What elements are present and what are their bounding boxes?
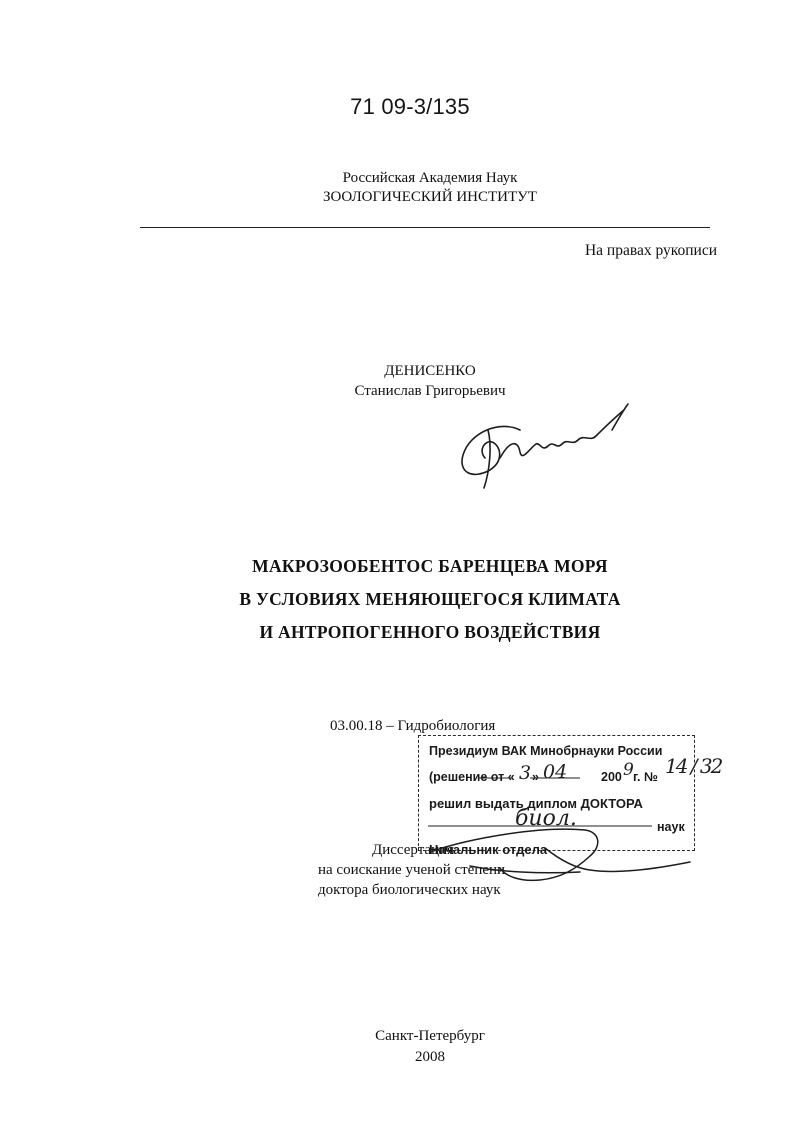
institution-line-1: Российская Академия Наук [342,170,518,186]
city: Санкт-Петербург [375,1028,485,1044]
stamp-year: 9 [623,760,634,780]
vak-stamp [418,735,722,857]
stamp-decision-number: 14 / 32 [665,754,722,778]
stamp-line-3: решил выдать диплом ДОКТОРА [429,796,643,811]
title-line-1: МАКРОЗООБЕНТОС БАРЕНЦЕВА МОРЯ [252,556,608,576]
year: 2008 [415,1049,445,1065]
title-line-2: В УСЛОВИЯХ МЕНЯЮЩЕГОСЯ КЛИМАТА [239,589,621,609]
institution-line-2: ЗООЛОГИЧЕСКИЙ ИНСТИТУТ [323,189,537,205]
author-name: Станислав Григорьевич [354,383,506,399]
stamp-line-2-mid: » [532,770,539,784]
dissertation-line-1: Диссертация [372,842,455,858]
header-divider [140,227,710,228]
stamp-year-prefix: 200 [601,770,622,784]
specialty: 03.00.18 – Гидробиология [330,718,496,734]
stamp-line-5: Начальник отдела [429,842,548,857]
stamp-year-suffix: г. № [633,770,658,784]
stamp-line-4-suffix: наук [657,820,685,834]
dissertation-line-2: на соискание ученой степени [318,862,506,878]
title-line-3: И АНТРОПОГЕННОГО ВОЗДЕЙСТВИЯ [259,622,601,642]
author-surname: ДЕНИСЕНКО [384,363,476,379]
document-code: 71 09-3/135 [350,94,470,119]
dissertation-line-3: доктора биологических наук [318,882,501,898]
stamp-line-2-prefix: (решение от « [429,770,515,784]
stamp-field: биол. [515,806,577,831]
stamp-day: 3 [519,762,532,784]
stamp-month: 04 [543,761,568,783]
rights-notice: На правах рукописи [584,242,717,259]
stamp-line-1: Президиум ВАК Минобрнауки России [429,744,663,758]
